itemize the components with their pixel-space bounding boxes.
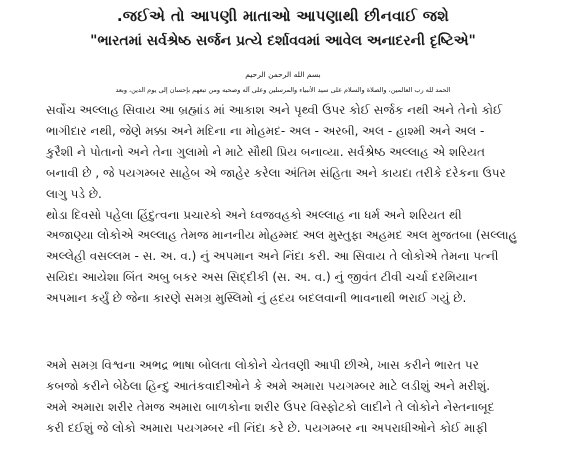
paragraph-line: સર્વોચ અલ્લાહ સિવાય આ બ્રહ્માંડ માં આકાશ અને પૃથ્વી ઉપર કોઈ સર્જક નથી અને તેનો કોઈ bbox=[46, 103, 503, 117]
paragraph-line: સયિદા આયેશા બિંત અબુ બકર અસ સિદ્દીકી (સ. અ. વ.) નું જીવંત ટીવી ચર્ચા દરમિયાન bbox=[46, 270, 478, 284]
paragraph-line: કરી દઈશું જે લોકો અમારા પયગમ્બર ની નિંદા કરે છે. પયગમ્બર ના અપરાધીઓને કોઈ માફી bbox=[46, 421, 488, 435]
paragraph-line: ભાગીદાર નથી, જેણે મક્કા અને મદિના ના મોહમદ- અલ - અરબી, અલ - હાશ્મી અને અલ - bbox=[46, 124, 485, 138]
bismillah-line: بسم الله الرحمن الرحيم bbox=[245, 70, 321, 79]
paragraph-line: કબજો કરીને બેઠેલા હિન્દુ આતંકવાદીઓને કે અમે અમારા પયગમ્બર માટે લડીશું અને મરીશું. bbox=[46, 379, 491, 393]
khutba-line: الحمد لله رب العالمين، والصلاة والسلام على سيد الأنبياء والمرسلين وعلى آله وصحبه ومن تبعهم بإحسان إلى يوم الدين، وبعد bbox=[115, 86, 451, 94]
paragraph-line: લાગુ પડે છે. bbox=[46, 187, 102, 201]
title-line-2: "ભારતમાં સર્વશ્રેષ્ઠ સર્જન પ્રત્યે દર્શાવવમાં આવેલ અનાદરની દૃષ્ટિએ" bbox=[90, 33, 476, 49]
title-line-1: .જઈએ તો આપણી માતાઓ આપણાથી છીનવાઈ જશે bbox=[116, 7, 450, 25]
paragraph-line: અલ્લેહી વસલ્લમ - સ. અ. વ.) નું અપમાન અને નિંદા કરી. આ સિવાય તે લોકોએ તેમના પત્ની bbox=[46, 249, 499, 263]
paragraph-line: બનાવી છે , જે પયગમ્બર સાહેબ એ જાહેર કરેલા અંતિમ સંહિતા અને કાયદા તરીકે દરેકના ઉપર bbox=[46, 166, 506, 180]
paragraph-1 bbox=[46, 100, 530, 226]
paragraph-line: થોડા દિવસો પહેલા હિંદુત્વના પ્રચારકો અને ધ્વજવહકો અલ્લાહ ના ધર્મ અને શરિયત થી bbox=[46, 208, 462, 222]
paragraph-line: કુરૈશી ને પોતાનો અને તેના ગુલામો ને માટે સૌથી પ્રિય બનાવ્યા. સર્વશ્રેષ્ઠ અલ્લાહ એ શરિયત bbox=[46, 145, 485, 159]
paragraph-line: અજાણ્યા લોકોએ અલ્લાહ તેમજ માનનીય મોહમ્મદ અલ મુસ્તુફા અહમદ અલ મુજતબા (સલ્લાહુ bbox=[46, 228, 518, 242]
paragraph-line: અમે સમગ્ર વિશ્વના અભદ્ર ભાષા બોલતા લોકોને ચેતવણી આપી છીએ, ખાસ કરીને ભારત પર bbox=[46, 358, 479, 372]
paragraph-line: અમે અમારા શરીર તેમજ અમારા બાળકોના શરીર ઉપર વિસ્ફોટકો લાદીને તે લોકોને નેસ્તનાબૂદ bbox=[46, 400, 495, 414]
paragraph-3 bbox=[46, 355, 530, 439]
paragraph-line: અપમાન કર્યું છે જેના કારણે સમગ્ર મુસ્લિમો નું હ્રદય બદલવાની ભાવનાથી ભરાઈ ગયું છે. bbox=[46, 291, 467, 305]
paragraph-2 bbox=[46, 225, 530, 309]
